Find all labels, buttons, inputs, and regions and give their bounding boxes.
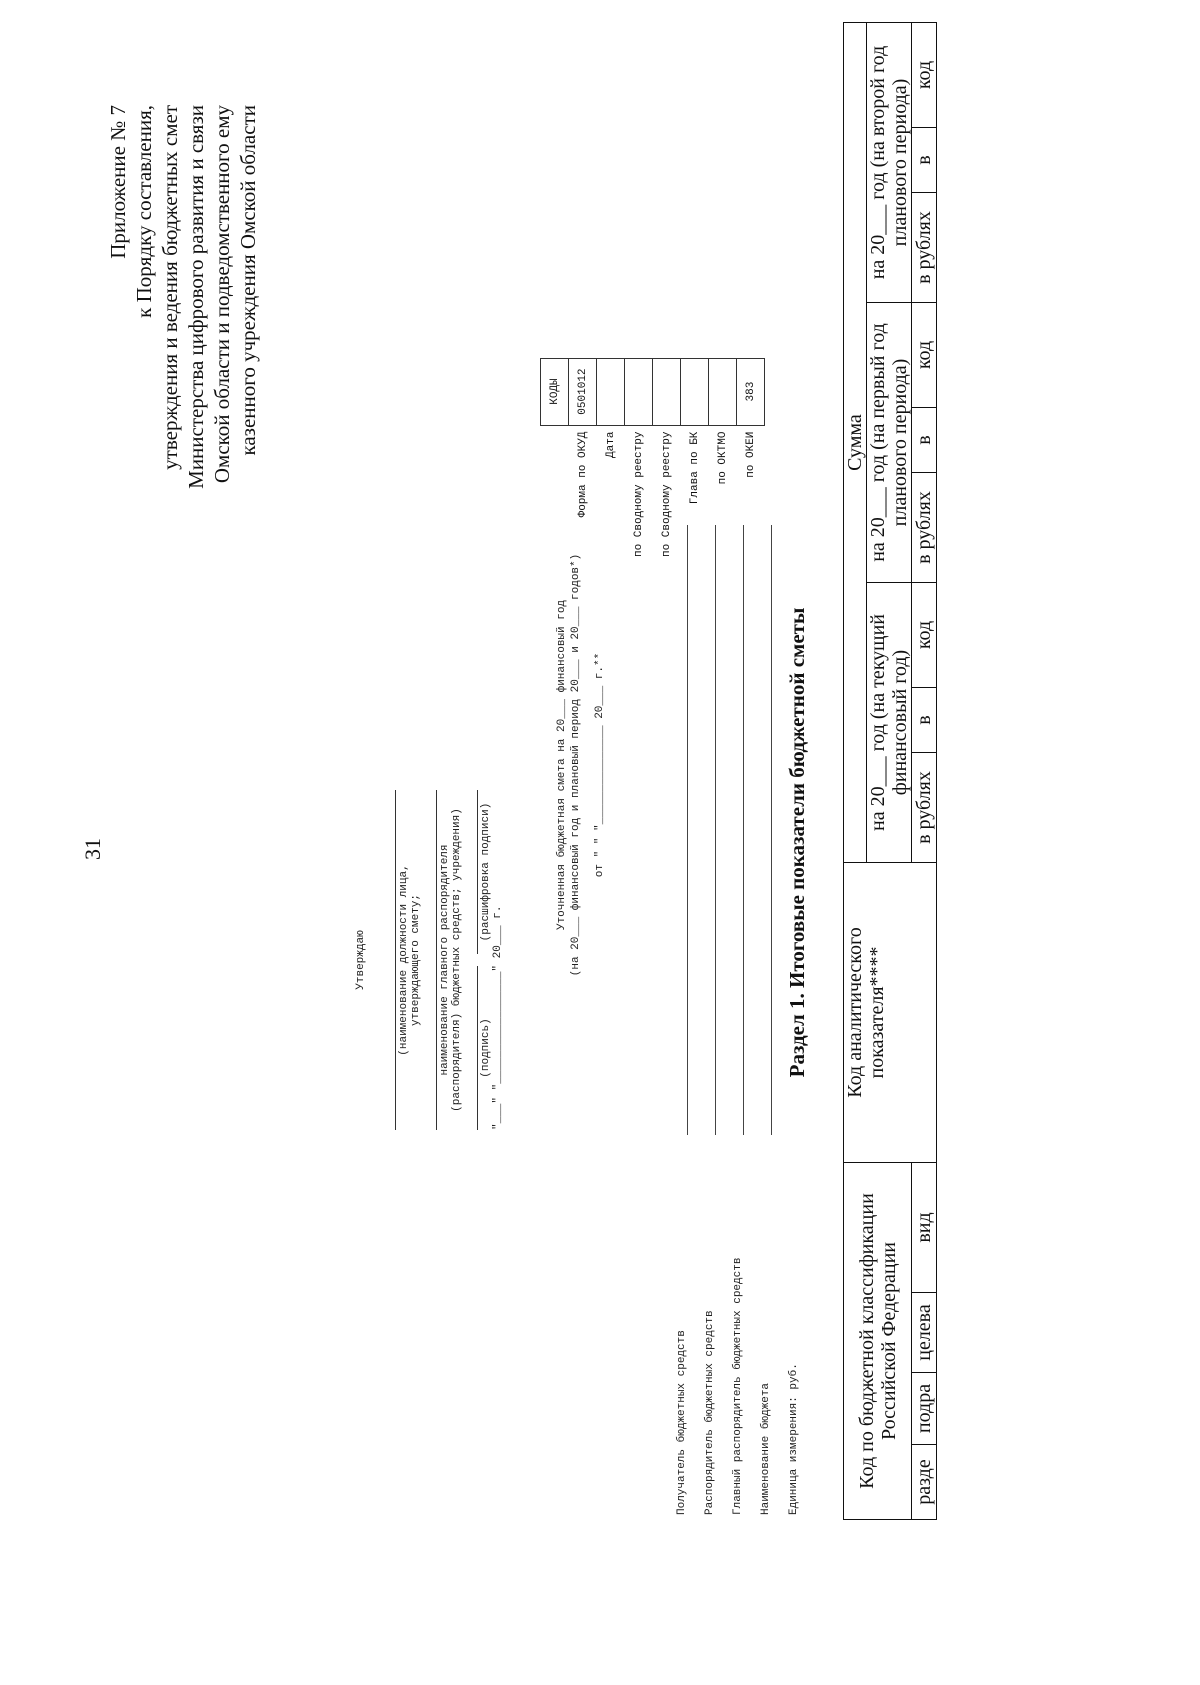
codes-row — [597, 358, 625, 560]
field-label: Получатель бюджетных средств — [676, 1330, 688, 1515]
code-label: Глава по БК — [688, 431, 701, 505]
code-value[interactable] — [597, 358, 625, 425]
code-value[interactable]: 383 — [737, 358, 765, 425]
approval-date: "___" "_________________" 20___ г. — [492, 905, 504, 1130]
field-label: Наименование бюджета — [760, 1382, 772, 1515]
position-caption-line: (наименование должности лица, — [398, 864, 410, 1056]
signature-caption: (подпись) — [477, 966, 492, 1130]
doc-title-line1: Уточненная бюджетная смета на 20___ финансовый год — [556, 599, 568, 931]
code-value[interactable] — [625, 358, 653, 425]
code-value[interactable] — [653, 358, 681, 425]
field-row — [660, 515, 688, 1515]
header-year-second-plan: на 20___ год (на второй год планового периода) — [867, 23, 912, 303]
table-subheader-row — [912, 23, 937, 1520]
code-value[interactable] — [681, 358, 709, 425]
sub-in: в — [912, 408, 937, 473]
appendix-line: Приложение № 7 — [106, 105, 130, 259]
sub-code: код — [912, 303, 937, 408]
field-label: Главный распорядитель бюджетных средств — [732, 1257, 744, 1515]
manager-caption-line: наименование главного распорядителя — [439, 844, 451, 1076]
table-header-row — [844, 23, 867, 1520]
field-row — [716, 515, 744, 1515]
header-year-current: на 20___ год (на текущий финансовый год) — [867, 583, 912, 863]
codes-row — [625, 358, 653, 560]
code-label: Форма по ОКУД — [576, 431, 589, 518]
header-sum: Сумма — [844, 23, 867, 863]
code-label: Дата — [604, 431, 617, 458]
codes-header-row — [541, 358, 569, 560]
header-year-first-plan: на 20___ год (на первый год планового периода) — [867, 303, 912, 583]
document-title — [555, 485, 607, 1045]
code-label: по Сводному реестру — [632, 431, 645, 557]
codes-row — [569, 358, 597, 560]
sub-rubles: в рублях — [912, 193, 937, 303]
page-number: 31 — [80, 838, 105, 860]
sub-target: целева — [912, 1293, 937, 1373]
sub-code: код — [912, 583, 937, 688]
field-input-line[interactable] — [715, 525, 716, 1135]
position-caption-line: утверждающего смету; — [410, 893, 422, 1027]
codes-header: КОДЫ — [541, 358, 569, 425]
section-title: Раздел 1. Итоговые показатели бюджетной сметы — [785, 607, 809, 1078]
approval-title: Утверждаю — [355, 930, 367, 990]
sub-rubles: в рублях — [912, 753, 937, 863]
manager-caption — [436, 790, 463, 1130]
sub-rubles: в рублях — [912, 473, 937, 583]
code-value[interactable]: 0501012 — [569, 358, 597, 425]
code-label: по ОКТМО — [716, 431, 729, 485]
header-bk-code: Код по бюджетной классификации Российской Федерации — [844, 1163, 912, 1520]
appendix-line: утверждения и ведения бюджетных смет — [158, 105, 182, 470]
position-caption — [395, 790, 422, 1130]
requisites-fields — [660, 515, 800, 1515]
decode-caption: (расшифровка подписи) — [477, 790, 492, 954]
appendix-header — [105, 105, 261, 489]
appendix-line: Омской области и подведомственного ему — [210, 105, 234, 484]
summary-table — [843, 22, 937, 1520]
field-label: Единица измерения: руб. — [788, 1363, 800, 1515]
sub-code: код — [912, 23, 937, 128]
doc-date: от " " "_______________ 20___ г.** — [594, 652, 606, 878]
sub-kind: вид — [912, 1163, 937, 1293]
sub-section: разде — [912, 1445, 937, 1520]
sub-in: в — [912, 688, 937, 753]
sub-in: в — [912, 128, 937, 193]
appendix-line: Министерства цифрового развития и связи — [184, 105, 208, 489]
field-input-line[interactable] — [687, 525, 688, 1135]
field-row — [688, 515, 716, 1515]
field-row — [744, 515, 772, 1515]
sub-subsection: подра — [912, 1373, 937, 1445]
field-label: Распорядитель бюджетных средств — [704, 1310, 716, 1515]
manager-caption-line: (распорядителя) бюджетных средств; учреждения) — [451, 808, 463, 1112]
appendix-line: казенного учреждения Омской области — [236, 105, 260, 456]
doc-title-line2: (на 20___ финансовый год и плановый период 20___ и 20___ годов*) — [570, 553, 582, 977]
field-input-line[interactable] — [771, 525, 772, 1135]
header-analytic-code: Код аналитического показателя**** — [844, 863, 937, 1163]
code-value[interactable] — [709, 358, 737, 425]
code-label: по ОКЕИ — [744, 431, 757, 478]
code-label: по Сводному реестру — [660, 431, 673, 557]
field-input-line[interactable] — [743, 525, 744, 1135]
approval-block — [355, 790, 504, 1130]
appendix-line: к Порядку составления, — [132, 105, 156, 318]
